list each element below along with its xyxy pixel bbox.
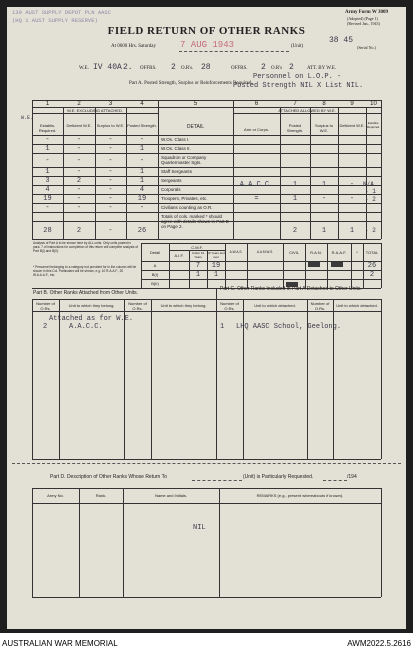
row-label: W.Os. Class I. bbox=[161, 137, 190, 142]
part-c-head-number: Number of O.Rs. bbox=[220, 301, 239, 311]
analysis-head-star: * bbox=[356, 250, 358, 255]
cell-value: - 2 bbox=[365, 196, 376, 203]
part-d-typed-nil: NIL bbox=[193, 524, 206, 532]
head-arm-corps: Arm or Corps. bbox=[244, 127, 269, 132]
cell-value: - bbox=[108, 157, 113, 165]
analysis-head-total: TOTAL bbox=[365, 250, 379, 255]
cell-value: - bbox=[45, 204, 50, 212]
ors2-value: 2 bbox=[289, 63, 294, 72]
head-surplus-we-att: Surplus to W.E. bbox=[314, 123, 333, 133]
cell-value: - bbox=[108, 177, 113, 185]
cell-value: 3 bbox=[45, 177, 50, 185]
row-label: Corporals bbox=[161, 187, 181, 192]
col-number-4: 4 bbox=[140, 101, 144, 107]
we-value: IV 40A bbox=[93, 63, 122, 72]
col-number-5: 5 bbox=[193, 101, 198, 107]
form-revised: (Revised Jan., 1943) bbox=[347, 21, 380, 26]
analysis-head-aif: A.I.F. bbox=[174, 253, 184, 258]
part-b-head-number-2: Number of O.Rs. bbox=[128, 301, 147, 311]
unit-label: (Unit) bbox=[291, 44, 304, 49]
cell-value: - bbox=[76, 195, 82, 203]
analysis-cell: 19 bbox=[211, 262, 221, 270]
offrs-label: OFFRS. bbox=[140, 66, 157, 71]
attached-allowed-head: ATTACHED ALLOWED BY W.E. bbox=[278, 108, 336, 113]
cell-value: 1 bbox=[349, 227, 355, 235]
head-posted-strength-att: Posted Strength. bbox=[286, 123, 304, 133]
cell-arm-corps: = bbox=[254, 195, 259, 203]
part-b-head-number: Number of O.Rs. bbox=[36, 301, 55, 311]
cell-value: - bbox=[139, 157, 145, 165]
cell-value: - 2 bbox=[365, 227, 376, 234]
row-label: Civilians counting as O.R. bbox=[161, 205, 213, 210]
col-number-6: 6 bbox=[254, 101, 259, 107]
cell-value: - bbox=[76, 168, 82, 176]
cell-value: - bbox=[139, 136, 145, 144]
row-label-totals: Totals of cols. marked * should agree with details shown in Part B on Page 2. bbox=[161, 214, 229, 229]
cell-value: - bbox=[349, 181, 355, 189]
shaded-cell bbox=[331, 262, 343, 267]
part-b-title: Part B. Other Ranks Attached from Other Units. bbox=[33, 290, 139, 296]
analysis-head-19-over: 19 Years and over bbox=[207, 251, 225, 259]
footer-accession-number: AWM2022.5.2616 bbox=[347, 639, 411, 648]
head-establis-required: Establis. Required. bbox=[38, 123, 57, 133]
part-b-head-unit-2: Unit to which they belong. bbox=[160, 303, 207, 308]
cell-value: - bbox=[139, 204, 145, 212]
analysis-head-under-19: Under 19 Years bbox=[191, 251, 205, 259]
col-number-8: 8 bbox=[322, 101, 326, 107]
serial-label: (Serial No.) bbox=[357, 45, 376, 50]
col-number-2: 2 bbox=[77, 101, 81, 107]
row-label: Sergeants bbox=[161, 178, 182, 183]
col-number-3: 3 bbox=[108, 101, 113, 107]
form-adopted: (Adopted) (Page 1) bbox=[347, 16, 378, 21]
ors-label: O.R's. bbox=[181, 66, 194, 71]
row-label: Squadron or Company Quartermaster Sgts. bbox=[161, 155, 207, 165]
head-detail: DETAIL bbox=[186, 124, 205, 130]
cell-value: 1 bbox=[139, 145, 145, 153]
part-b-typed-line2: A.A.C.C. bbox=[69, 323, 103, 331]
cell-value: 1 bbox=[321, 181, 327, 189]
part-d-head-rank: Rank. bbox=[95, 493, 107, 498]
cell-value: - bbox=[45, 136, 50, 144]
offrs-value: 2 bbox=[171, 63, 176, 72]
cell-value: - bbox=[108, 186, 113, 194]
analysis-cell-total: 26 bbox=[367, 262, 377, 270]
cell-value: - bbox=[108, 227, 113, 235]
cell-value: - bbox=[108, 195, 113, 203]
cell-value: - bbox=[108, 204, 113, 212]
part-a-label: Part A. Posted Strength, Surplus or Reinforcements Required. bbox=[129, 81, 253, 86]
head-posted-strength: Posted Strength. bbox=[127, 123, 157, 128]
cell-value: 1 bbox=[292, 181, 298, 189]
cell-value: 1 bbox=[139, 177, 145, 185]
cell-value: - bbox=[76, 186, 82, 194]
cell-value: - bbox=[349, 195, 355, 203]
row-label: W.Os. Class II. bbox=[161, 146, 191, 151]
typed-lop: Personnel on L.O.P. - bbox=[253, 73, 342, 81]
analysis-head-detail: Detail bbox=[149, 250, 161, 255]
analysis-cell: 1 bbox=[213, 271, 219, 279]
part-b-typed-number: 2 bbox=[43, 323, 48, 331]
cell-value: 2 bbox=[76, 177, 82, 185]
col-number-9: 9 bbox=[350, 101, 354, 107]
cell-value: 1 bbox=[139, 168, 145, 176]
cell-value: - bbox=[76, 204, 82, 212]
analysis-cell: 1 bbox=[195, 271, 201, 279]
analysis-row-bii: B(II) bbox=[151, 281, 159, 286]
offrs2-label: OFFRS. bbox=[231, 66, 248, 71]
analysis-head-awas: A.W.A.S. bbox=[229, 250, 243, 254]
typed-posted-strength: Posted Strength NIL X List NIL. bbox=[233, 82, 364, 90]
at-label: At 0600 Hrs. Saturday bbox=[111, 44, 156, 49]
analysis-note-2: * Personnel belonging to a category not provided for in the column will be shown in this Col. Particulars will be shown, e.g. 10 R.A.A.F., 20 W.A.A.A.F., etc. bbox=[33, 265, 137, 277]
offrs2-value: 2 bbox=[261, 63, 266, 72]
analysis-head-cmf: C.M.F. bbox=[191, 245, 203, 250]
cell-value: 4 bbox=[45, 186, 50, 194]
serial-number: 38 45 bbox=[329, 36, 354, 45]
part-c-head-unit-2: Unit to which detached. bbox=[336, 303, 378, 308]
unit-stamp-line1: 139 AUST SUPPLY DEPOT PLN AASC bbox=[12, 9, 112, 16]
analysis-cell-total: 2 bbox=[369, 271, 375, 279]
cell-value: 19 bbox=[137, 195, 147, 203]
cell-value: 1 bbox=[45, 168, 50, 176]
head-surplus-we: Surplus to W.E. bbox=[96, 123, 125, 128]
cell-value: 2 bbox=[76, 227, 82, 235]
ors2-label: O.R's bbox=[271, 66, 283, 71]
cell-value: - bbox=[76, 157, 82, 165]
cell-value: - bbox=[108, 136, 113, 144]
cell-value: 1 bbox=[321, 227, 327, 235]
part-c-head-unit: Unit to which detached. bbox=[254, 303, 296, 308]
cell-value: - bbox=[321, 195, 327, 203]
part-d-title-mid: (Unit) is Particularly Requested. bbox=[243, 474, 314, 480]
analysis-note-1: Analysis of Part A to be shown here by ALL units. Only units posted in para. 7 of instructions for completion of this return will complete analysis of Part B(I) and B(II). bbox=[33, 241, 139, 253]
part-d-head-army-no: Army No. bbox=[47, 493, 64, 498]
cell-value: 2 bbox=[292, 227, 298, 235]
cell-value: 19 bbox=[43, 195, 52, 203]
col-number-7: 7 bbox=[293, 101, 297, 107]
part-c-title: Part C. Other Ranks Included in Part A Detached to Other Units. bbox=[220, 286, 362, 292]
cell-value: 1 bbox=[45, 145, 50, 153]
att-label: ATT. BY W.E. bbox=[307, 66, 337, 71]
footer-institution: AUSTRALIAN WAR MEMORIAL bbox=[2, 639, 118, 648]
head-deficient-we: Deficient W.E. bbox=[66, 123, 92, 128]
part-c-head-number-2: Number of O.Rs. bbox=[310, 301, 330, 311]
part-c-typed-number: 1 bbox=[220, 323, 225, 331]
we-excluding-attached-head: W.E. EXCLUDING ATTACHED. bbox=[67, 108, 123, 113]
col-number-10: 10 bbox=[370, 101, 377, 107]
cell-value: - bbox=[108, 168, 113, 176]
date-stamp: 7 AUG 1943 bbox=[180, 40, 235, 50]
analysis-head-aamws: A.A.M.W.S. bbox=[256, 250, 274, 254]
cell-value: 26 bbox=[137, 227, 147, 235]
part-d-head-name: Name and Initials. bbox=[154, 493, 187, 498]
cell-value: - bbox=[76, 145, 82, 153]
unit-stamp-line2: (HQ 1 AUST SUPPLY RESERVE) bbox=[12, 17, 98, 24]
cell-value: N/A bbox=[363, 181, 374, 188]
cell-value: 28 bbox=[43, 227, 52, 235]
form-title: FIELD RETURN OF OTHER RANKS bbox=[107, 25, 306, 37]
part-c-typed-text: LHQ AASC School, Geelong. bbox=[236, 323, 342, 331]
col-number-1: 1 bbox=[45, 101, 50, 107]
cell-value: 4 bbox=[139, 186, 145, 194]
row-label: Troopers, Privates, etc. bbox=[161, 196, 208, 201]
shaded-cell bbox=[308, 262, 320, 267]
form-sheet bbox=[7, 7, 406, 629]
cell-value: - 1 bbox=[365, 188, 376, 195]
cell-value: - bbox=[76, 136, 82, 144]
part-d-title: Part D. Description of Other Ranks Whose Return To bbox=[50, 474, 167, 480]
we-label: W.E. bbox=[79, 66, 89, 71]
part-d-title-year: /194 bbox=[347, 474, 357, 480]
analysis-row-bi: B(I) bbox=[151, 272, 159, 277]
analysis-cell: 7 bbox=[195, 262, 201, 270]
cell-arm-corps: A.A.C.C. bbox=[239, 181, 274, 189]
cell-value: - bbox=[45, 157, 50, 165]
part-b-typed-line1: Attached as for W.E. bbox=[49, 315, 134, 323]
part-b-head-unit: Unit to which they belong. bbox=[68, 303, 115, 308]
head-deficient-we-att: Deficient W.E. bbox=[339, 123, 365, 128]
we-number: 2. bbox=[123, 63, 133, 72]
cell-value: 1 bbox=[292, 195, 298, 203]
form-number: Army Form W 3009 bbox=[345, 10, 389, 15]
row-label: Staff Sergeants bbox=[161, 169, 192, 174]
ors-value: 28 bbox=[201, 63, 211, 72]
part-d-head-remarks: REMARKS (e.g., present whereabouts if known). bbox=[256, 493, 344, 498]
head-establis-required-att: Establis. Required. bbox=[366, 121, 380, 129]
analysis-row-a: A bbox=[153, 263, 157, 268]
we-side-mark: W.E. bbox=[21, 115, 34, 121]
analysis-head-civil: CIVIL bbox=[288, 250, 299, 255]
cell-value: - bbox=[108, 145, 113, 153]
analysis-head-raaf: R.A.A.F. bbox=[331, 250, 347, 255]
analysis-head-ran: R.A.N. bbox=[310, 250, 322, 255]
